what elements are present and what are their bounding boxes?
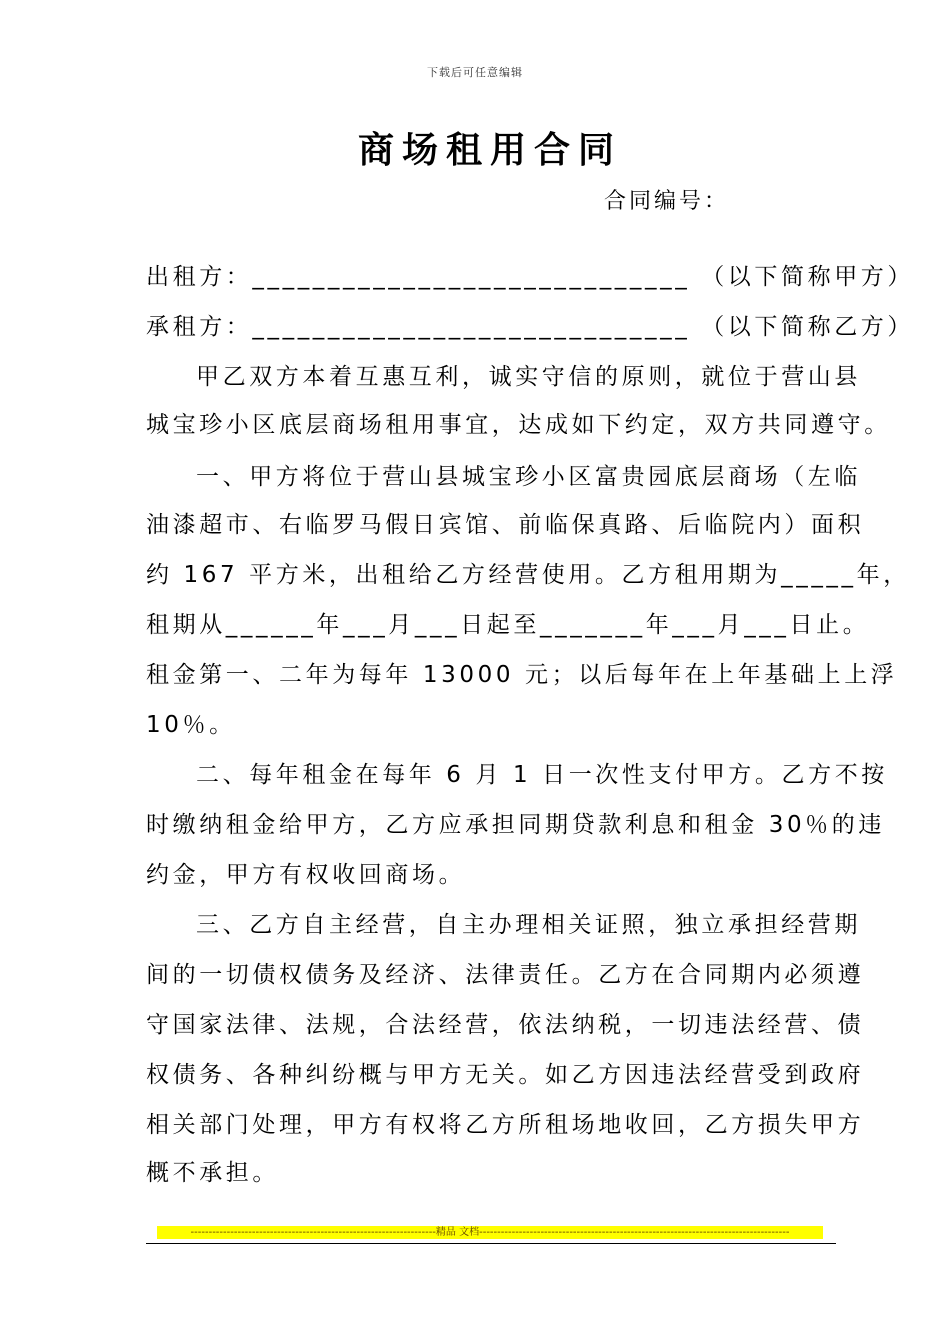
paragraph-line: 三、乙方自主经营，自主办理相关证照，独立承担经营期 bbox=[196, 912, 861, 938]
paragraph-line: 相关部门处理，甲方有权将乙方所租场地收回，乙方损失甲方 bbox=[146, 1112, 865, 1138]
paragraph-line: 概不承担。 bbox=[146, 1160, 279, 1186]
contract-number-label: 合同编号： bbox=[604, 189, 730, 214]
paragraph-line: 油漆超市、右临罗马假日宾馆、前临保真路、后临院内）面积 bbox=[146, 512, 865, 538]
paragraph-line: 10％。 bbox=[146, 712, 236, 738]
page-title: 商场租用合同 bbox=[357, 129, 622, 171]
paragraph-line: 甲乙双方本着互惠互利，诚实守信的原则，就位于营山县 bbox=[196, 364, 861, 390]
paragraph-line: 约 167 平方米，出租给乙方经营使用。乙方租用期为_____年， bbox=[146, 562, 910, 588]
paragraph-line: 守国家法律、法规，合法经营，依法纳税，一切违法经营、债 bbox=[146, 1012, 865, 1038]
paragraph-line: 一、甲方将位于营山县城宝珍小区富贵园底层商场（左临 bbox=[196, 464, 861, 490]
footer-label: 精品 文档 bbox=[435, 1227, 480, 1238]
paragraph-line: 时缴纳租金给甲方，乙方应承担同期贷款利息和租金 30％的违 bbox=[146, 812, 885, 838]
footer-divider bbox=[146, 1243, 836, 1244]
paragraph-line: 二、每年租金在每年 6 月 1 日一次性支付甲方。乙方不按 bbox=[196, 762, 888, 788]
header-note: 下载后可任意编辑 bbox=[427, 66, 523, 79]
paragraph-line: 约金，甲方有权收回商场。 bbox=[146, 862, 466, 888]
paragraph-line: 间的一切债权债务及经济、法律责任。乙方在合同期内必须遵 bbox=[146, 962, 865, 988]
lessor-line: 出租方：_____________________________ （以下简称甲方） bbox=[146, 264, 915, 290]
footer-dashes-right: -------------------------------------------------------------------------------------- bbox=[479, 1227, 790, 1238]
lessee-line: 承租方：_____________________________ （以下简称乙方） bbox=[146, 314, 915, 340]
paragraph-line: 权债务、各种纠纷概与甲方无关。如乙方因违法经营受到政府 bbox=[146, 1062, 865, 1088]
paragraph-line: 城宝珍小区底层商场租用事宜，达成如下约定，双方共同遵守。 bbox=[146, 412, 891, 438]
footer-banner bbox=[157, 1226, 823, 1239]
paragraph-line: 租期从______年___月___日起至_______年___月___日止。 bbox=[146, 612, 870, 638]
paragraph-line: 租金第一、二年为每年 13000 元；以后每年在上年基础上上浮 bbox=[146, 662, 898, 688]
footer-dashes-left: -------------------------------------------------------------------- bbox=[190, 1227, 436, 1238]
